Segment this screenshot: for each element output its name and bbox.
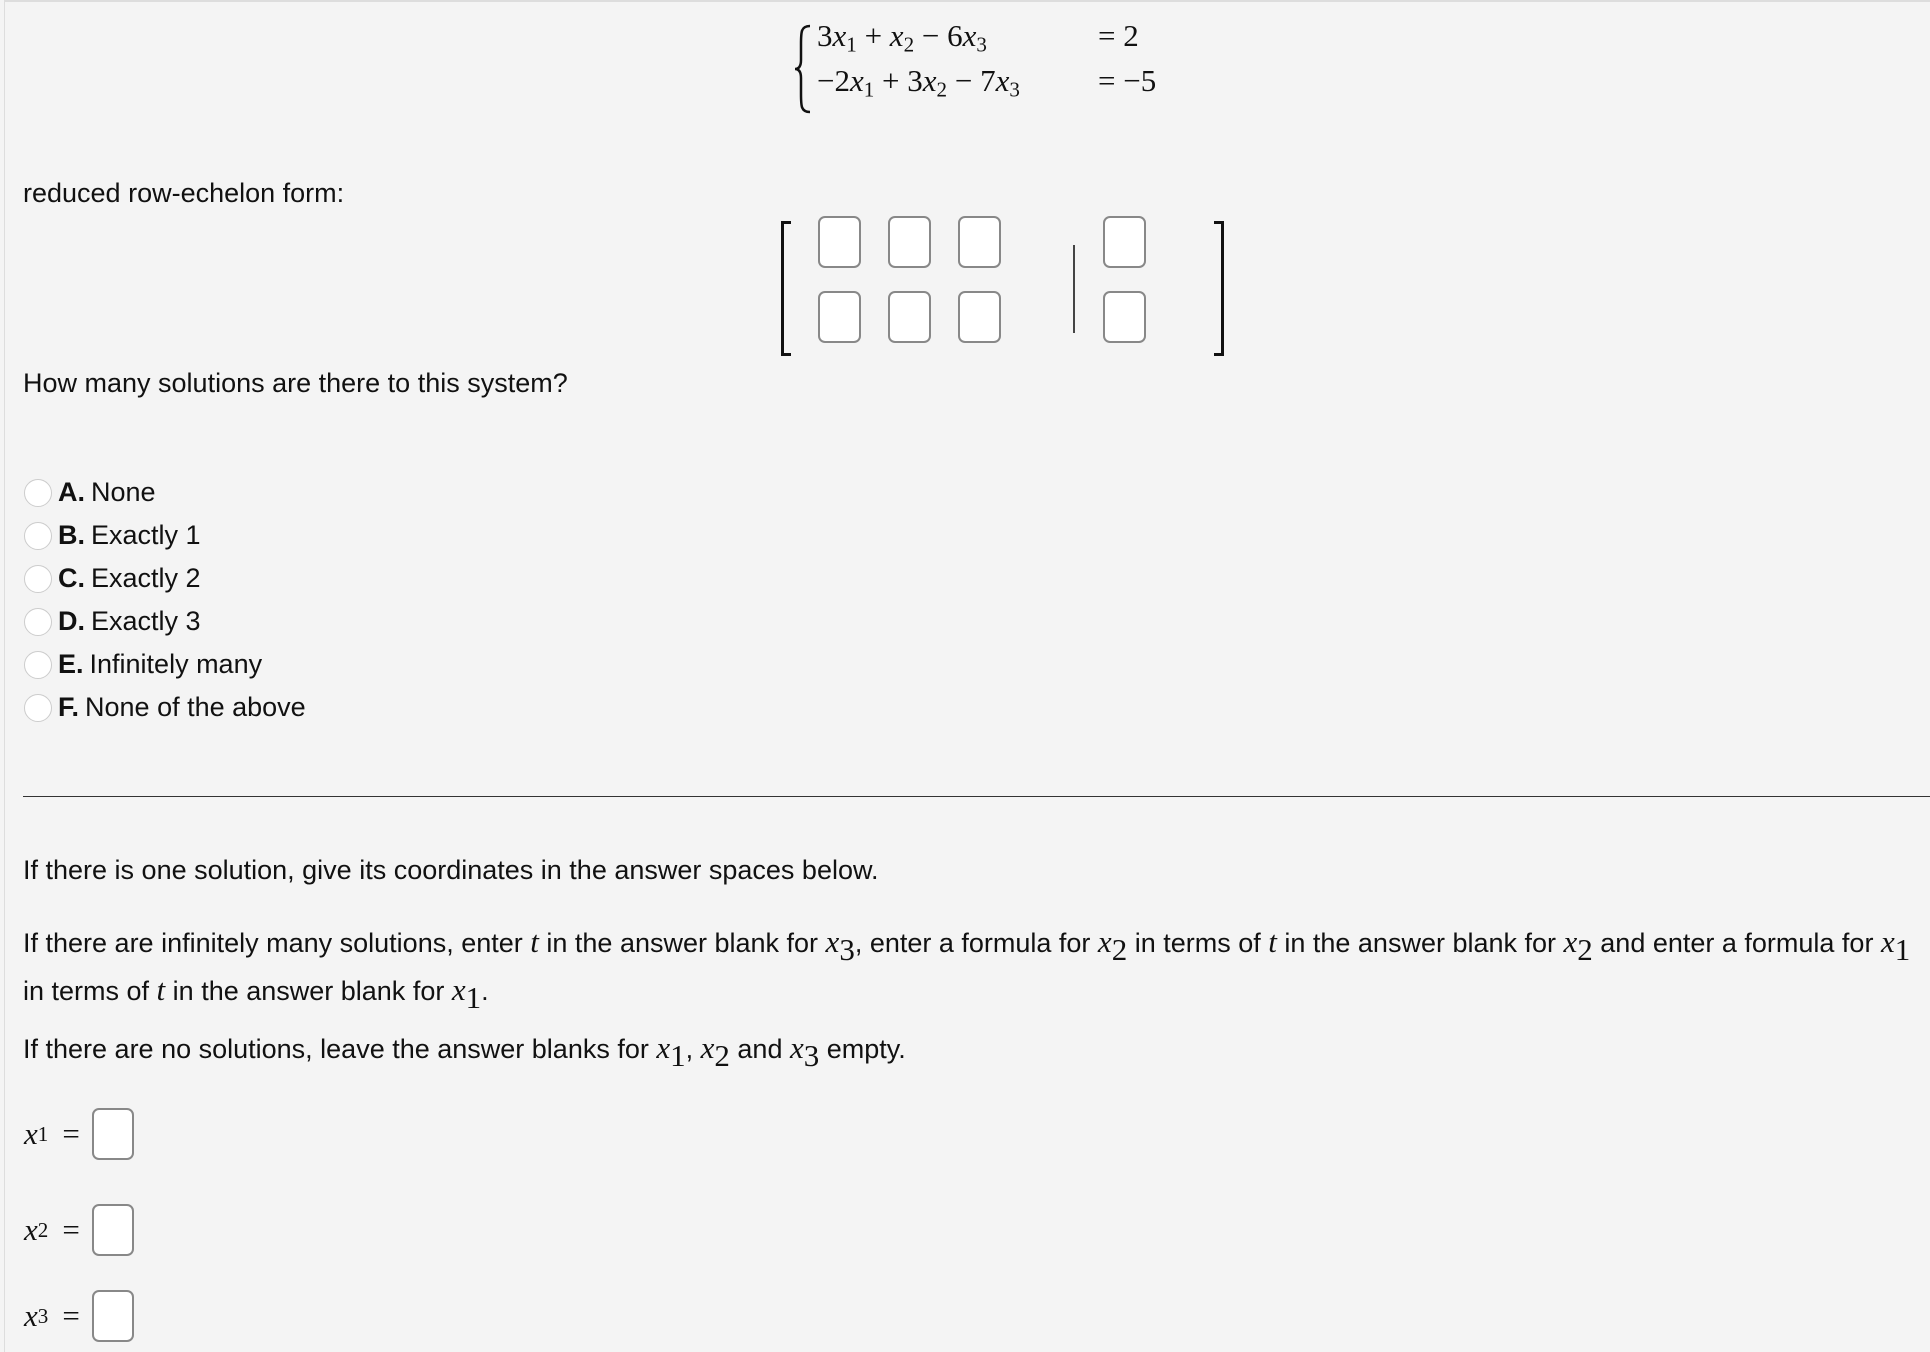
var: t: [1268, 924, 1277, 959]
option-f[interactable]: [24, 692, 306, 723]
sub: 2: [714, 1037, 730, 1073]
matrix-cell-r1c1[interactable]: [818, 216, 861, 268]
var: x: [1563, 924, 1578, 959]
option-letter: D.: [58, 606, 85, 636]
equation-1-rhs: = 2: [1098, 18, 1139, 53]
var: x: [700, 1030, 715, 1065]
text: and enter a formula for: [1592, 928, 1881, 958]
matrix-cell-r2c3[interactable]: [958, 291, 1001, 343]
divider: [23, 796, 1930, 797]
answer-x2-row: [24, 1204, 134, 1256]
option-text: None of the above: [85, 692, 306, 722]
var: x: [889, 18, 904, 53]
op: − 7: [947, 63, 996, 98]
radio-button[interactable]: [24, 694, 52, 722]
equation-2-rhs: = −5: [1098, 63, 1157, 98]
matrix-cell-r1c3[interactable]: [958, 216, 1001, 268]
option-a[interactable]: [24, 477, 156, 508]
sub: 1: [670, 1037, 686, 1073]
text: empty.: [819, 1034, 906, 1064]
equals: =: [62, 1212, 80, 1247]
sub: 2: [37, 1217, 49, 1242]
radio-button[interactable]: [24, 479, 52, 507]
sub: 1: [863, 77, 875, 102]
instruction-no-solutions: [23, 1030, 906, 1074]
option-b[interactable]: [24, 520, 201, 551]
var: x: [825, 924, 840, 959]
var: x: [1097, 924, 1112, 959]
option-text: Exactly 2: [91, 563, 201, 593]
var: x: [832, 18, 847, 53]
equals: =: [62, 1298, 80, 1333]
sub: 2: [936, 77, 948, 102]
option-e[interactable]: [24, 649, 262, 680]
text: If there are no solutions, leave the answer blanks for: [23, 1034, 657, 1064]
sub: 1: [846, 32, 857, 57]
op: +: [856, 18, 890, 53]
var: x: [24, 1298, 38, 1333]
instruction-infinite-solutions: [23, 922, 1923, 1018]
text: in terms of: [1127, 928, 1269, 958]
var: t: [530, 924, 539, 959]
radio-button[interactable]: [24, 565, 52, 593]
option-text: Exactly 1: [91, 520, 201, 550]
option-letter: E.: [58, 649, 84, 679]
right-bracket: [1214, 221, 1224, 356]
coef: −2: [817, 63, 850, 98]
option-c[interactable]: [24, 563, 201, 594]
answer-x3-input[interactable]: [92, 1290, 134, 1342]
option-letter: F.: [58, 692, 80, 722]
text: in the answer blank for: [165, 975, 452, 1006]
text: , enter a formula for: [854, 928, 1098, 958]
matrix-cell-r2c2[interactable]: [888, 291, 931, 343]
var: x: [849, 63, 864, 98]
var: x: [789, 1030, 804, 1065]
option-letter: A.: [58, 477, 85, 507]
var: x: [995, 63, 1010, 98]
radio-button[interactable]: [24, 608, 52, 636]
sub: 1: [37, 1121, 49, 1146]
option-text: None: [91, 477, 156, 507]
sub: 3: [976, 32, 987, 57]
left-bracket: [781, 221, 791, 356]
equation-1: [817, 18, 987, 57]
equals: =: [62, 1116, 80, 1151]
text: .: [481, 975, 489, 1006]
sub: 1: [465, 979, 482, 1015]
option-text: Infinitely many: [89, 649, 263, 679]
op: + 3: [874, 63, 923, 98]
answer-x2-input[interactable]: [92, 1204, 134, 1256]
var: t: [156, 971, 166, 1007]
answer-x1-row: [24, 1108, 134, 1160]
text: and: [729, 1034, 790, 1064]
instruction-one-solution: If there is one solution, give its coordinates in the answer spaces below.: [23, 855, 879, 885]
equation-2: [817, 63, 1020, 102]
text: ,: [685, 1034, 701, 1064]
sub: 2: [1577, 931, 1593, 967]
var: x: [962, 18, 977, 53]
text: If there are infinitely many solutions, enter: [23, 928, 531, 958]
left-brace: [793, 24, 813, 114]
coef: 3: [817, 18, 833, 53]
option-text: Exactly 3: [91, 606, 201, 636]
matrix-cell-r1c4[interactable]: [1103, 216, 1146, 268]
matrix-cell-r1c2[interactable]: [888, 216, 931, 268]
var: x: [1880, 924, 1895, 959]
var: x: [451, 971, 466, 1007]
op: − 6: [914, 18, 963, 53]
var: x: [922, 63, 937, 98]
var: x: [24, 1212, 38, 1247]
sub: 1: [1894, 931, 1911, 967]
text: in terms of: [23, 975, 157, 1006]
sub: 2: [903, 32, 915, 57]
text: in the answer blank for: [1276, 928, 1564, 958]
matrix-cell-r2c1[interactable]: [818, 291, 861, 343]
augment-divider: [1073, 245, 1075, 333]
answer-x3-row: [24, 1290, 134, 1342]
matrix-cell-r2c4[interactable]: [1103, 291, 1146, 343]
option-letter: B.: [58, 520, 85, 550]
text: in the answer blank for: [538, 928, 826, 958]
option-letter: C.: [58, 563, 85, 593]
rref-label: reduced row-echelon form:: [23, 178, 345, 208]
answer-x1-input[interactable]: [92, 1108, 134, 1160]
sub: 3: [1009, 77, 1020, 102]
sub: 3: [839, 931, 855, 967]
sub: 2: [1111, 931, 1128, 967]
radio-button[interactable]: [24, 651, 52, 679]
question-text: How many solutions are there to this system?: [23, 368, 568, 398]
option-d[interactable]: [24, 606, 201, 637]
var: x: [24, 1116, 38, 1151]
sub: 3: [803, 1037, 820, 1073]
radio-button[interactable]: [24, 522, 52, 550]
var: x: [656, 1030, 671, 1065]
sub: 3: [37, 1303, 49, 1328]
